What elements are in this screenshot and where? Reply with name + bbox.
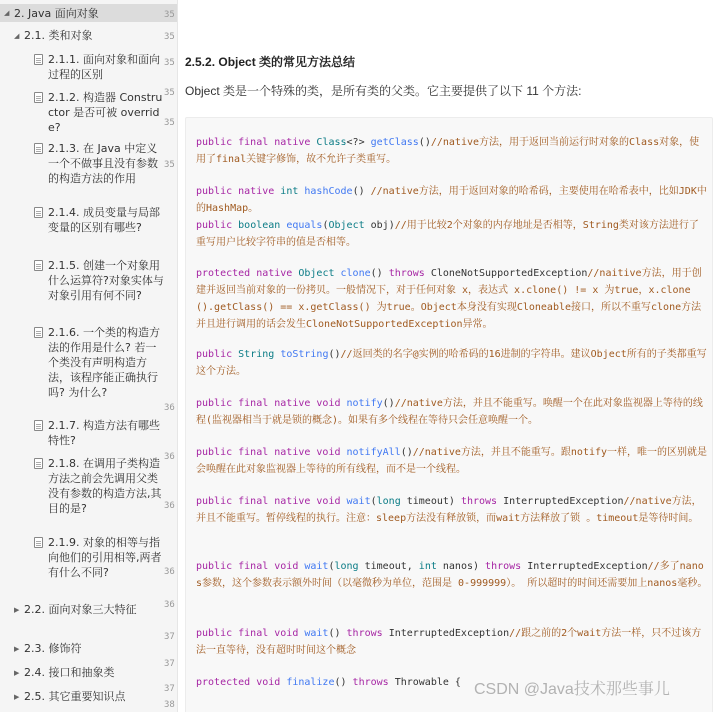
- toc-label: 2.1.2. 构造器 Constructor 是否可被 override?: [48, 91, 163, 134]
- code-token: throws: [485, 561, 528, 572]
- code-token: Object: [298, 268, 341, 279]
- code-token: getClass: [370, 137, 419, 148]
- code-token: //naitive方法，用于创建并返回当前对象的一份拷贝。一般情况下，对于任何对象 x，表达式 x.clone() != x 为true，x.clone().getClass() == x.getClass() 为true。Object本身没有实现Cloneable接口，所以不重写clone方法并且进行调用的话会发生CloneNotSupportedException异常。: [196, 268, 702, 330]
- code-token: //native方法，并且不能重写。唤醒一个在此对象监视器上等待的线程(监视器相当于就是锁的概念)。如果有多个线程在等待只会任意唤醒一个。: [196, 398, 703, 426]
- code-token: //返回类的名字@实例的哈希码的16进制的字符串。建议Object所有的子类都重写这个方法。: [196, 349, 707, 377]
- code-token: public final void: [196, 628, 305, 639]
- code-token: equals: [286, 220, 323, 231]
- code-token: hashCode: [304, 186, 353, 197]
- code-token: timeout,: [364, 561, 419, 572]
- toc-label: 2.3. 修饰符: [24, 642, 82, 655]
- code-token: //跟之前的2个wait方法一样，只不过该方法一直等待，没有超时时间这个概念: [196, 628, 702, 656]
- code-token: //多了nanos参数，这个参数表示额外时间（以毫微秒为单位，范围是 0-999999）。 所以超时的时间还需要加上nanos毫秒。: [196, 561, 708, 589]
- code-token: public final native void: [196, 447, 347, 458]
- code-token: Object: [328, 220, 371, 231]
- caret-right-icon[interactable]: ▶: [14, 669, 20, 677]
- code-token: wait: [304, 561, 329, 572]
- document-icon: [34, 207, 43, 218]
- code-token: //native方法，用于返回对象的哈希码，主要使用在哈希表中，比如JDK中的HashMap。: [196, 186, 707, 214]
- code-token: //native方法，并且不能重写。跟notify一样，唯一的区别就是会唤醒在此对象监视器上等待的所有线程，而不是一个线程。: [196, 447, 708, 475]
- code-token: (): [334, 677, 353, 688]
- toc-label: 2.1. 类和对象: [24, 29, 93, 42]
- code-token: toString: [280, 349, 329, 360]
- toc-section[interactable]: [14, 602, 164, 618]
- code-token: public final void: [196, 561, 305, 572]
- code-token: (): [382, 398, 395, 409]
- code-token: wait: [346, 496, 371, 507]
- sidebar-toc: [0, 0, 178, 712]
- toc-item[interactable]: [34, 90, 164, 135]
- document-icon: [34, 92, 43, 103]
- toc-label: 2.5. 其它重要知识点: [24, 690, 126, 703]
- line-number: 35: [164, 10, 175, 20]
- toc-section[interactable]: [14, 28, 164, 44]
- toc-label: 2.1.8. 在调用子类构造方法之前会先调用父类没有参数的构造方法,其目的是?: [48, 457, 162, 515]
- code-token: (): [328, 628, 347, 639]
- toc-item[interactable]: [34, 418, 164, 448]
- code-token: boolean: [238, 220, 287, 231]
- document-icon: [34, 327, 43, 338]
- toc-label: 2.1.1. 面向对象和面向过程的区别: [48, 53, 160, 81]
- code-statement: [196, 265, 708, 333]
- document-icon: [34, 260, 43, 271]
- toc-section[interactable]: [14, 641, 164, 657]
- code-token: int: [280, 186, 305, 197]
- line-number: 37: [164, 659, 175, 669]
- toc-label: 2.1.5. 创建一个对象用什么运算符?对象实体与对象引用有何不同?: [48, 259, 164, 302]
- line-number: 35: [164, 32, 175, 42]
- toc-label: 2.1.4. 成员变量与局部变量的区别有哪些?: [48, 206, 160, 234]
- csdn-watermark: CSDN @Java技术那些事儿: [474, 681, 670, 698]
- code-token: public final native void: [196, 398, 347, 409]
- toc-item[interactable]: [34, 456, 164, 516]
- code-token: (): [352, 186, 371, 197]
- caret-down-icon[interactable]: ◢: [4, 9, 10, 17]
- code-token: (): [400, 447, 413, 458]
- code-token: <?>: [346, 137, 371, 148]
- caret-right-icon[interactable]: ▶: [14, 693, 20, 701]
- caret-down-icon[interactable]: ◢: [14, 32, 20, 40]
- document-icon: [34, 458, 43, 469]
- toc-item[interactable]: [34, 141, 164, 186]
- toc-section[interactable]: [14, 689, 164, 705]
- line-number: 36: [164, 501, 175, 511]
- caret-right-icon[interactable]: ▶: [14, 645, 20, 653]
- toc-label: 2.4. 接口和抽象类: [24, 666, 115, 679]
- toc-label: 2.1.6. 一个类的构造方法的作用是什么? 若一个类没有声明构造方法，该程序能正确执行吗? 为什么?: [48, 326, 160, 399]
- code-token: CloneNotSupportedException: [430, 268, 588, 279]
- code-token: long: [376, 496, 407, 507]
- toc-label: 2.1.3. 在 Java 中定义一个不做事且没有参数的构造方法的作用: [48, 142, 158, 185]
- line-number: 35: [164, 118, 175, 128]
- toc-item[interactable]: [34, 205, 164, 235]
- code-token: (): [328, 349, 341, 360]
- code-statement: [196, 346, 708, 380]
- code-token: public final native void: [196, 496, 347, 507]
- code-token: String: [238, 349, 281, 360]
- line-number: 36: [164, 567, 175, 577]
- code-token: int: [418, 561, 443, 572]
- toc-label: 2.1.7. 构造方法有哪些特性?: [48, 419, 160, 447]
- toc-item[interactable]: [34, 535, 164, 580]
- code-token: finalize: [286, 677, 335, 688]
- code-token: (: [322, 220, 329, 231]
- code-token: throws: [460, 496, 504, 507]
- caret-right-icon[interactable]: ▶: [14, 606, 20, 614]
- code-token: protected void: [196, 677, 287, 688]
- code-token: //用于比较2个对象的内存地址是否相等，String类对该方法进行了重写用户比较字符串的值是否相等。: [196, 220, 699, 248]
- line-number: 35: [164, 160, 175, 170]
- document-icon: [34, 537, 43, 548]
- code-token: nanos): [442, 561, 486, 572]
- code-token: notifyAll: [346, 447, 401, 458]
- line-number: 35: [164, 58, 175, 68]
- code-token: (): [418, 137, 431, 148]
- toc-section[interactable]: [14, 665, 164, 681]
- code-token: public: [196, 220, 239, 231]
- document-icon: [34, 420, 43, 431]
- code-token: throws: [346, 628, 389, 639]
- code-token: public native: [196, 186, 281, 197]
- line-number: 37: [164, 632, 175, 642]
- code-token: notify: [346, 398, 383, 409]
- line-number: 38: [164, 700, 175, 710]
- section-intro: Object 类是一个特殊的类，是所有类的父类。它主要提供了以下 11 个方法:: [185, 84, 582, 98]
- toc-item[interactable]: [34, 325, 164, 400]
- code-token: Throwable {: [394, 677, 467, 688]
- line-number: 36: [164, 600, 175, 610]
- code-token: //native方法，用于返回当前运行时对象的Class对象，使用了final关键字修饰，故不允许子类重写。: [196, 137, 700, 165]
- toc-item[interactable]: [34, 258, 164, 303]
- toc-label: 2.1.9. 对象的相等与指向他们的引用相等,两者有什么不同?: [48, 536, 162, 579]
- code-token: clone: [340, 268, 371, 279]
- document-icon: [34, 54, 43, 65]
- code-token: long: [334, 561, 365, 572]
- code-token: InterruptedException: [388, 628, 510, 639]
- code-token: timeout): [406, 496, 461, 507]
- line-number: 36: [164, 403, 175, 413]
- code-token: wait: [304, 628, 329, 639]
- code-statement: [196, 625, 708, 659]
- code-token: throws: [352, 677, 395, 688]
- document-icon: [34, 143, 43, 154]
- toc-label: 2. Java 面向对象: [14, 6, 99, 20]
- code-token: (: [370, 496, 377, 507]
- code-token: public final native: [196, 137, 317, 148]
- code-token: InterruptedException: [527, 561, 648, 572]
- code-token: (): [370, 268, 389, 279]
- code-statement: [196, 183, 708, 251]
- line-number: 35: [164, 88, 175, 98]
- code-token: throws: [388, 268, 431, 279]
- code-token: (: [328, 561, 335, 572]
- code-token: Class: [316, 137, 347, 148]
- code-token: obj): [370, 220, 395, 231]
- code-token: InterruptedException: [503, 496, 624, 507]
- toc-section[interactable]: [0, 4, 178, 22]
- line-number: 36: [164, 452, 175, 462]
- toc-label: 2.2. 面向对象三大特征: [24, 603, 137, 616]
- code-token: protected native: [196, 268, 299, 279]
- toc-item[interactable]: [34, 52, 164, 82]
- code-token: //native方法，并且不能重写。暂停线程的执行。注意：sleep方法没有释放锁，而wait方法释放了锁 。timeout是等待时间。: [196, 496, 702, 524]
- code-token: public: [196, 349, 239, 360]
- line-number: 37: [164, 684, 175, 694]
- section-heading: 2.5.2. Object 类的常见方法总结: [185, 55, 356, 69]
